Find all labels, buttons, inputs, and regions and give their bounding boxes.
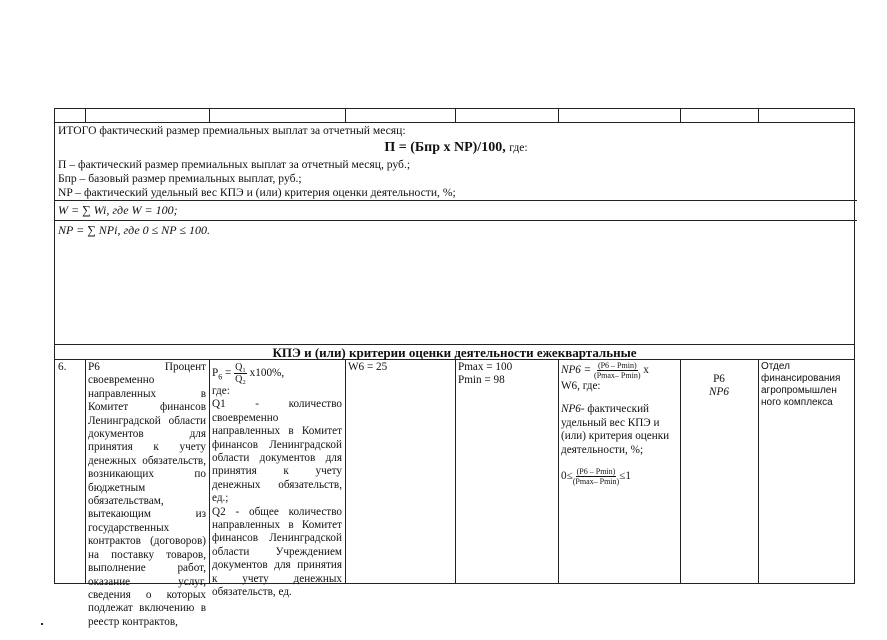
definition-np: NP – фактический удельный вес КПЭ и (или) критерия оценки деятельности, %; — [58, 186, 456, 199]
np-denominator: (Pmax– Pmin) — [594, 371, 641, 380]
premium-formula-expression: П = (Бпр x NP)/100, — [384, 140, 506, 155]
calculation-formula: $Р_6$ = $\frac{\text{Q₁}}{\text{Q₂}}$ x100%, — [212, 362, 285, 385]
column-divider — [455, 109, 456, 122]
premium-formula — [58, 139, 854, 156]
column-divider — [345, 109, 346, 122]
result-p: Р6 — [713, 373, 725, 385]
column-divider — [680, 109, 681, 122]
calc-q1-definition: Q1 - количество своевременно направленных в Комитет финансов Ленинградской области документов для принятия к учету денежных обязательств, ед.; — [212, 398, 342, 505]
np-definition-variable: NP6 — [561, 403, 581, 416]
indicator-cell — [85, 360, 209, 628]
equation-w: W = ∑ Wi, где W = 100; — [58, 203, 178, 217]
weight-cell — [345, 360, 455, 583]
column-divider — [758, 109, 759, 122]
section-heading: КПЭ и (или) критерии оценки деятельности ежеквартальные — [55, 345, 854, 360]
calc-lhs: Р — [212, 367, 219, 380]
indicator-word: Процент — [164, 361, 206, 373]
calculation-cell — [209, 360, 345, 599]
indicator-text: своевременно направленных в Комитет финансов Ленинградской области документов для принятия к учету денежных обязательств, возникающих по бюджетным обязательствам, вытекающим из государственных контрактов (договоров) на поставку товаров, выполнение работ, оказание услуг, сведения о которых подлежат включению в реестр контрактов, — [88, 374, 206, 628]
np-condition-denominator: (Pmax– Pmin) — [572, 477, 620, 487]
calc-denominator: Q₂ — [235, 374, 246, 385]
table-header-stub-row — [55, 109, 854, 123]
document-table — [54, 108, 855, 628]
indicator-first-line — [88, 361, 206, 374]
np-definition — [561, 403, 677, 457]
calc-q2-definition: Q2 - общее количество направленных в Комитет финансов Ленинградской области Учреждением документов для принятия к учету денежных обязательств, ед. — [212, 505, 342, 599]
equation-np: NP = ∑ NPi, где 0 ≤ NP ≤ 100. — [58, 223, 210, 237]
calc-numerator: Q₁ — [235, 362, 246, 373]
np-definition-text: - фактический удельный вес КПЭ и (или) критерия оценки деятельности, %; — [561, 403, 670, 456]
weight-value: W6 = 25 — [348, 361, 388, 373]
department-name: Отдел финансирования агропромышлен ного комплекса — [761, 361, 841, 408]
np-condition-numerator: (Р6 – Pmin) — [576, 467, 616, 477]
thresholds-cell — [455, 360, 558, 583]
itogo-block — [55, 123, 854, 345]
np-formula-cell — [558, 360, 680, 583]
np-weight-where: W6, где: — [561, 380, 601, 392]
calc-fraction — [234, 362, 247, 385]
column-divider — [85, 109, 86, 122]
calc-lhs-subscript: 6 — [218, 372, 223, 382]
np-condition — [561, 467, 677, 486]
column-divider — [558, 109, 559, 122]
definition-p: П – фактический размер премиальных выплат за отчетный месяц, руб.; — [58, 158, 411, 171]
np-condition-fraction — [573, 467, 619, 486]
indicator-code: Р6 — [88, 361, 100, 373]
np-condition-rhs: ≤1 — [619, 470, 631, 483]
premium-formula-tail: где: — [509, 141, 528, 154]
itogo-title: ИТОГО фактический размер премиальных выплат за отчетный месяц: — [58, 124, 406, 137]
np-condition-lhs: 0≤ — [561, 470, 573, 483]
column-divider — [209, 109, 210, 122]
np-fraction — [594, 361, 640, 380]
pmax-value: Pmax = 100 — [458, 361, 513, 373]
result-cell — [680, 360, 758, 583]
page-dot — [41, 623, 43, 625]
calc-where: где: — [212, 385, 230, 397]
row-number: 6. — [58, 361, 67, 373]
pmin-value: Pmin = 98 — [458, 374, 505, 387]
np-numerator: (Р6 – Pmin) — [597, 361, 637, 370]
np-formula-tail: x — [643, 364, 649, 377]
result-np: NP6 — [709, 386, 729, 399]
np-formula — [561, 361, 677, 380]
calc-tail: x100%, — [249, 367, 285, 380]
definition-bpr: Бпр – базовый размер премиальных выплат, руб.; — [58, 172, 302, 185]
np-formula-lhs: NP6 = — [561, 364, 592, 377]
table-row — [55, 360, 854, 628]
department-cell — [758, 360, 856, 583]
